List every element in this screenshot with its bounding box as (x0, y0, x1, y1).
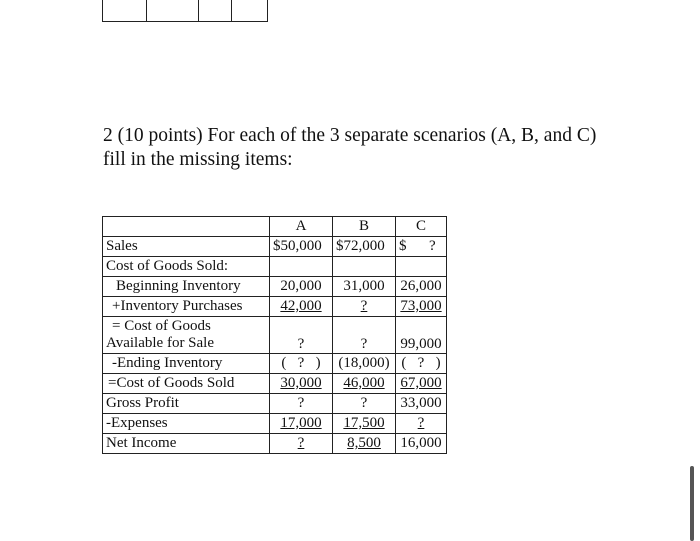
header-b: B (333, 217, 396, 237)
row-label: Net Income (103, 434, 270, 454)
table-row (103, 374, 447, 394)
cell-b: $72,000 (333, 237, 396, 257)
cell-c: 99,000 (396, 317, 447, 354)
header-row (103, 217, 447, 237)
cell-c: ( ? ) (396, 354, 447, 374)
row-label: +Inventory Purchases (112, 298, 243, 314)
cell-c: 73,000 (400, 298, 442, 314)
table-row (103, 277, 447, 297)
scrollbar[interactable] (690, 466, 694, 541)
cell-c: 16,000 (396, 434, 447, 454)
table-row (103, 257, 447, 277)
cell-b: ? (333, 394, 396, 414)
table-row (103, 414, 447, 434)
row-label: = Cost of Goods (112, 318, 211, 334)
cell-a: 17,000 (280, 415, 322, 431)
cell-a: ( ? ) (270, 354, 333, 374)
cell-b: 46,000 (343, 375, 385, 391)
table-row (103, 317, 447, 354)
table-row (103, 434, 447, 454)
table-row (103, 394, 447, 414)
cell-a: ? (297, 435, 305, 451)
row-label-line2: Available for Sale (106, 335, 215, 351)
table-row (103, 297, 447, 317)
cell-b: 31,000 (333, 277, 396, 297)
cell-a: 42,000 (280, 298, 322, 314)
top-table-fragment (102, 0, 268, 22)
row-label: -Expenses (103, 414, 270, 434)
cell-b: 8,500 (347, 435, 381, 451)
row-label: -Ending Inventory (112, 355, 223, 371)
cell-b: ? (333, 317, 396, 354)
cell-a: ? (270, 317, 333, 354)
cell-b: 17,500 (343, 415, 385, 431)
cell-a: ? (270, 394, 333, 414)
cell-a: 20,000 (270, 277, 333, 297)
cell-a: 30,000 (280, 375, 322, 391)
cell-c: ? (417, 415, 425, 431)
cell-c: 26,000 (396, 277, 447, 297)
row-label: Gross Profit (103, 394, 270, 414)
cell-c: 33,000 (396, 394, 447, 414)
table-row (103, 237, 447, 257)
header-c: C (396, 217, 447, 237)
row-label: Sales (103, 237, 270, 257)
cell-c: $ ? (396, 237, 447, 257)
cell-b: ? (360, 298, 368, 314)
row-label: Beginning Inventory (116, 278, 241, 294)
cell-b: (18,000) (333, 354, 396, 374)
cell-a: $50,000 (270, 237, 333, 257)
scenario-table (102, 216, 447, 454)
row-label: Cost of Goods Sold: (103, 257, 270, 277)
cell-c: 67,000 (400, 375, 442, 391)
row-label: =Cost of Goods Sold (108, 375, 235, 391)
question-text: 2 (10 points) For each of the 3 separate scenarios (A, B, and C) fill in the missing items: (103, 125, 597, 170)
table-row (103, 354, 447, 374)
header-a: A (270, 217, 333, 237)
